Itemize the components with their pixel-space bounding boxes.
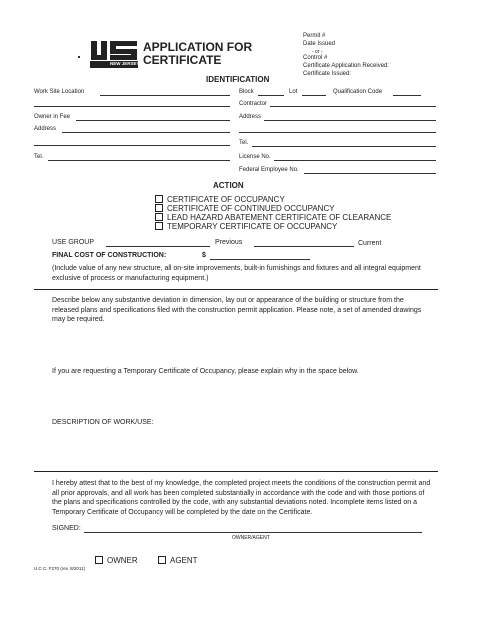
cert-issued-label: Certificate Issued:	[303, 71, 352, 77]
checkbox-icon[interactable]	[155, 195, 163, 203]
address-right-line-2[interactable]	[239, 132, 436, 133]
currency-symbol: $	[202, 252, 206, 259]
final-cost-line[interactable]	[210, 259, 310, 260]
previous-line[interactable]	[254, 246, 354, 247]
action-option-tco[interactable]	[155, 222, 337, 231]
federal-employee-no-label: Federal Employee No.	[239, 167, 299, 173]
lot-label: Lot	[289, 89, 298, 95]
address-left-label: Address	[34, 126, 57, 132]
address-left-line[interactable]	[62, 132, 230, 133]
address-right-label: Address	[239, 114, 262, 120]
dot-mark	[78, 56, 80, 58]
federal-employee-no-line[interactable]	[304, 173, 436, 174]
owner-option[interactable]	[95, 556, 138, 565]
logo	[90, 40, 138, 68]
lot-line[interactable]	[302, 95, 326, 96]
app-received-label: Certificate Application Received:	[303, 63, 390, 69]
checkbox-icon[interactable]	[95, 556, 103, 564]
attest-text: I hereby attest that to the best of my knowledge, the completed project meets the conditions of the construction permit and all prior approvals, and all work has been completed substantially in accordance with the code and with those portions of the plans and specifications controlled by the code, with any substantial deviations noted. Incomplete items listed on a Temporary Certificate of Occupancy will be completed by the date on the Certificate.	[52, 480, 431, 516]
checkbox-icon[interactable]	[155, 222, 163, 230]
section-divider-1	[34, 289, 438, 290]
address-right-line[interactable]	[264, 120, 436, 121]
signature-line[interactable]	[84, 532, 422, 533]
address-left-line-2[interactable]	[34, 145, 230, 146]
work-site-location-line[interactable]	[100, 95, 230, 96]
agent-option-label: AGENT	[170, 556, 198, 565]
owner-option-label: OWNER	[107, 556, 138, 565]
qualification-code-label: Qualification Code	[333, 89, 383, 95]
form-code: U.C.C. F270 (rev. 8/2011)	[34, 566, 86, 571]
checkbox-icon[interactable]	[155, 213, 163, 221]
date-issued-label: Date Issued	[303, 41, 336, 47]
tel-left-label: Tel.	[34, 154, 44, 160]
section-divider-2	[34, 471, 438, 472]
current-label: Current	[358, 240, 382, 247]
tel-right-line[interactable]	[252, 146, 436, 147]
checkbox-icon[interactable]	[158, 556, 166, 564]
action-option-cco[interactable]	[155, 204, 335, 213]
cost-note: (Include value of any new structure, all on-site improvements, built-in furnishings and fixtures and all integral equipment exclusive of process or manufacturing equipment.)	[52, 265, 421, 282]
action-option-label: TEMPORARY CERTIFICATE OF OCCUPANCY	[167, 222, 338, 231]
temporary-text: If you are requesting a Temporary Certificate of Occupancy, please explain why in the space below.	[52, 368, 359, 375]
tel-left-line[interactable]	[48, 160, 230, 161]
logo-subtitle: NEW JERSEY	[110, 61, 140, 66]
previous-label: Previous	[215, 239, 243, 246]
block-line[interactable]	[258, 95, 284, 96]
action-option-label: LEAD HAZARD ABATEMENT CERTIFICATE OF CLEARANCE	[167, 213, 392, 222]
action-heading: ACTION	[213, 181, 244, 190]
signed-label: SIGNED:	[52, 525, 81, 532]
use-group-line[interactable]	[106, 246, 210, 247]
license-no-line[interactable]	[274, 160, 436, 161]
final-cost-label: FINAL COST OF CONSTRUCTION:	[52, 252, 167, 259]
action-option-lead[interactable]	[155, 213, 391, 222]
work-site-line-2[interactable]	[34, 106, 230, 107]
description-label: DESCRIPTION OF WORK/USE:	[52, 419, 154, 426]
owner-in-fee-label: Owner in Fee	[34, 114, 71, 120]
action-option-co[interactable]	[155, 195, 285, 204]
or-label: - or -	[312, 49, 323, 55]
action-option-label: CERTIFICATE OF OCCUPANCY	[167, 195, 285, 204]
control-label: Control #	[303, 55, 328, 61]
checkbox-icon[interactable]	[155, 204, 163, 212]
permit-label: Permit #	[303, 33, 326, 39]
action-option-label: CERTIFICATE OF CONTINUED OCCUPANCY	[167, 204, 335, 213]
deviation-text: Describe below any substantive deviation in dimension, lay out or appearance of the building or structure from the released plans and specifications filed with the construction permit application. Please note, a set of amended drawings may be required.	[52, 297, 422, 323]
identification-heading: IDENTIFICATION	[206, 75, 270, 84]
title-line2: CERTIFICATE	[143, 53, 222, 67]
use-group-label: USE GROUP	[52, 239, 95, 246]
work-site-location-label: Work Site Location	[34, 89, 85, 95]
tel-right-label: Tel.	[239, 140, 249, 146]
license-no-label: License No.	[239, 154, 271, 160]
title-line1: APPLICATION FOR	[143, 40, 253, 54]
owner-in-fee-line[interactable]	[76, 120, 230, 121]
qualification-code-line[interactable]	[393, 95, 421, 96]
agent-option[interactable]	[158, 556, 198, 565]
contractor-line[interactable]	[270, 106, 436, 107]
block-label: Block	[239, 89, 254, 95]
contractor-label: Contractor	[239, 101, 268, 107]
owner-agent-caption: OWNER/AGENT	[232, 535, 270, 541]
